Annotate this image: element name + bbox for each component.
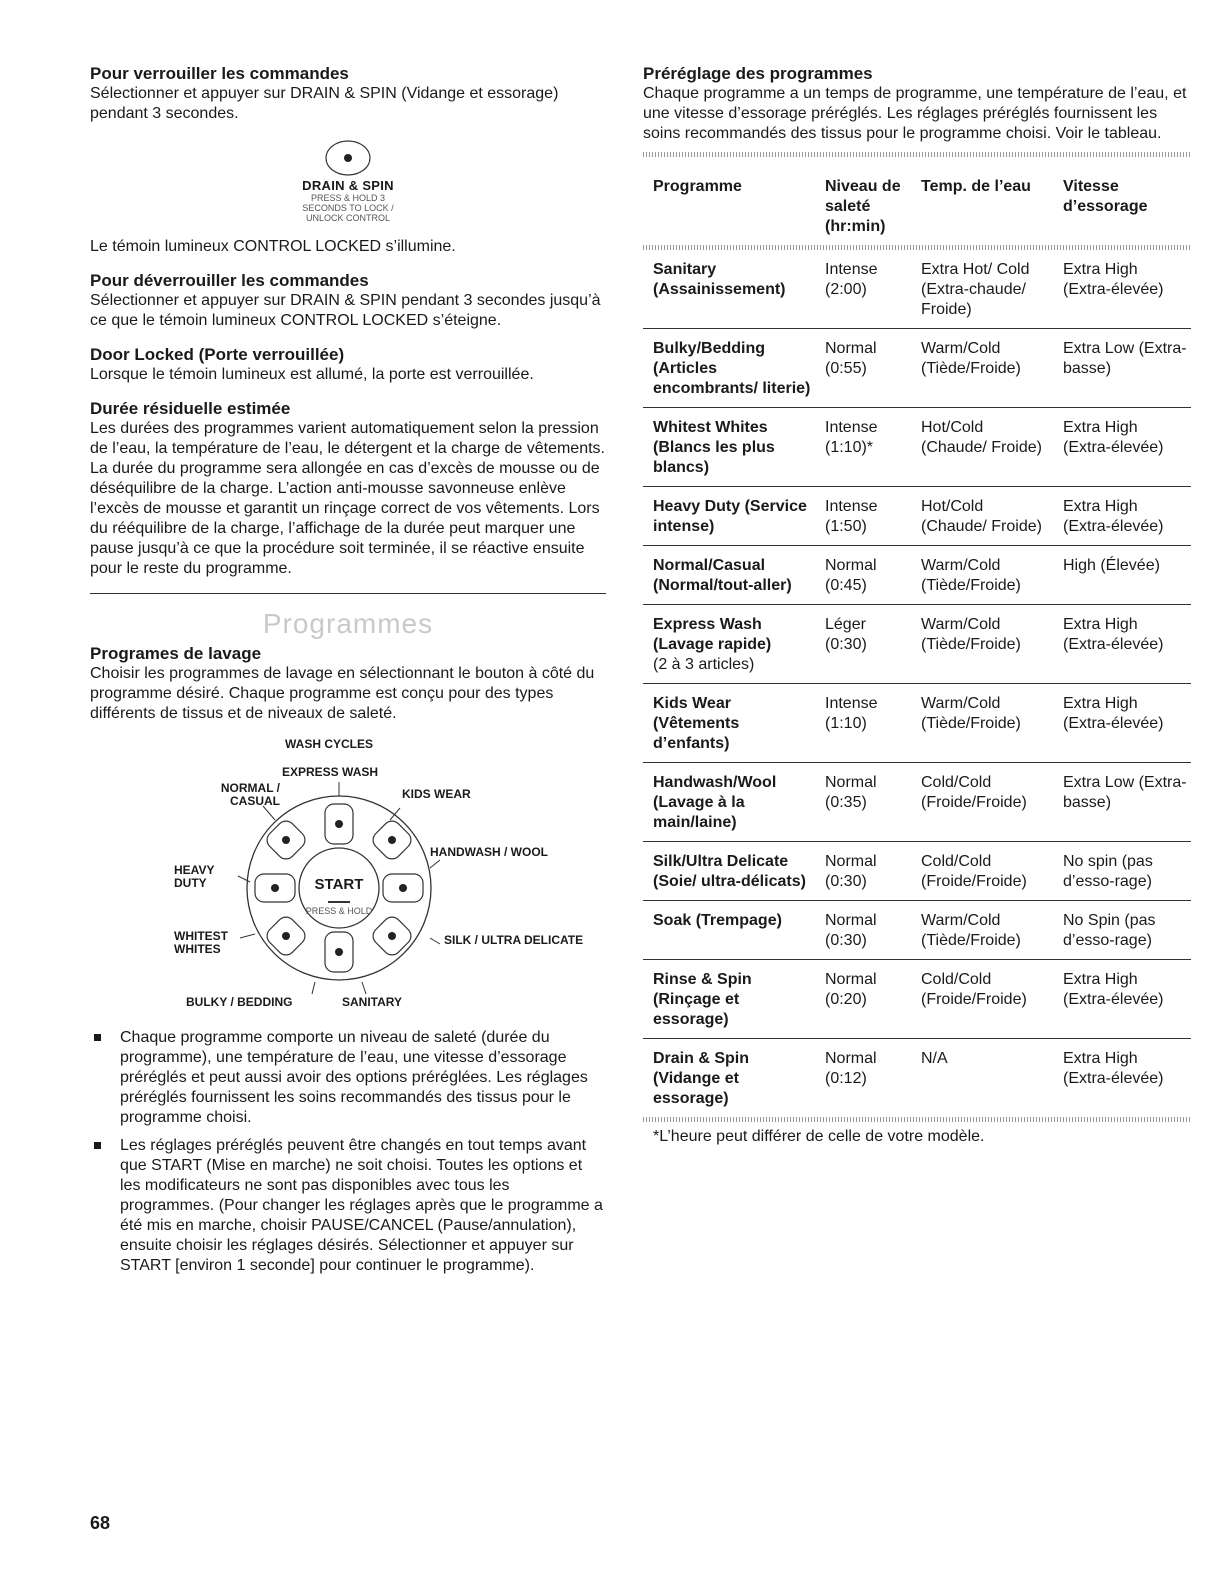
table-row xyxy=(643,605,1191,684)
cell-level: Intense (1:50) xyxy=(815,487,911,546)
cell-programme: Soak (Trempage) xyxy=(643,901,815,960)
section-divider xyxy=(90,593,606,594)
cell-programme: Silk/Ultra Delicate (Soie/ ultra-délicats) xyxy=(643,842,815,901)
unlock-title: Pour déverrouiller les commandes xyxy=(90,271,369,290)
presets-text: Chaque programme a un temps de programme, une température de l’eau, et une vitesse d’essorage préréglés. Les réglages préréglés fournissent les soins recommandés des tissus pour le programme choisi. Voir le tableau. xyxy=(643,85,1187,142)
table-row xyxy=(643,684,1191,763)
cell-temp: Warm/Cold (Tiède/Froide) xyxy=(911,329,1053,408)
duration-title: Durée résiduelle estimée xyxy=(90,399,291,418)
list-item: Les réglages préréglés peuvent être changés en tout temps avant que START (Mise en marche) ne soit choisi. Toutes les options et les modificateurs ne sont pas disponibles avec tous les programmes. (Pour changer les réglages après que le programme a été mis en marche, choisir PAUSE/CANCEL (Pause/annulation), ensuite choisir les réglages désirés. Sélectionner et appuyer sur START [environ 1 seconde] pour continuer le programme). xyxy=(90,1136,606,1276)
label-sanitary: SANITARY xyxy=(342,995,402,1009)
cell-level: Normal (0:55) xyxy=(815,329,911,408)
duration-section xyxy=(90,399,606,579)
cell-level: Normal (0:20) xyxy=(815,960,911,1039)
button-label: DRAIN & SPIN xyxy=(302,178,394,193)
label-bulky: BULKY / BEDDING xyxy=(186,995,293,1009)
button-dot-icon xyxy=(323,138,373,178)
start-caption: PRESS & HOLD xyxy=(305,906,373,916)
list-item: Chaque programme comporte un niveau de saleté (durée du programme), une température de l’eau, une vitesse d’essorage préréglés et peut aussi avoir des options préréglées. Les réglages préréglés fournissent les soins recommandés des tissus pour le programme choisi. xyxy=(90,1028,606,1128)
duration-text: Les durées des programmes varient automatiquement selon la pression de l’eau, la température de l’eau, le détergent et la charge de vêtements. La durée du programme sera allongée en cas d’excès de mousse ou de déséquilibre de la charge. L’action anti-mousse savonneuse enlève l’excès de mousse et garantit un rinçage correct de vos vêtements. Lors du rééquilibre de la charge, l’affichage de la durée peut marquer une pause jusqu’à ce que la procédure soit terminée, il se réactive ensuite pour le reste du programme. xyxy=(90,420,605,577)
cell-temp: Warm/Cold (Tiède/Froide) xyxy=(911,605,1053,684)
table-header-row xyxy=(643,167,1191,245)
cycle-notes-list xyxy=(90,1028,606,1276)
table-row xyxy=(643,546,1191,605)
wash-section xyxy=(90,644,606,724)
presets-title: Préréglage des programmes xyxy=(643,64,873,83)
lock-indicator-section xyxy=(90,237,606,257)
table-row xyxy=(643,960,1191,1039)
header-temp: Temp. de l’eau xyxy=(921,178,1031,195)
lock-title: Pour verrouiller les commandes xyxy=(90,64,349,83)
unlock-text: Sélectionner et appuyer sur DRAIN & SPIN pendant 3 secondes jusqu’à ce que le témoin lumineux CONTROL LOCKED s’éteigne. xyxy=(90,292,601,329)
programmes-heading: Programmes xyxy=(262,608,434,639)
dial-title: WASH CYCLES xyxy=(285,737,374,751)
cell-programme: Sanitary (Assainissement) xyxy=(643,250,815,329)
label-kids-wear: KIDS WEAR xyxy=(402,787,471,801)
button-caption-2: SECONDS TO LOCK / xyxy=(302,203,394,213)
left-column xyxy=(90,64,606,1284)
header-level: Niveau de saleté (hr:min) xyxy=(825,178,901,235)
cell-programme xyxy=(643,605,815,684)
cell-level: Normal (0:45) xyxy=(815,546,911,605)
table-row xyxy=(643,408,1191,487)
cell-spin: Extra High (Extra-élevée) xyxy=(1053,960,1191,1039)
door-locked-title: Door Locked (Porte verrouillée) xyxy=(90,345,345,364)
cell-level: Léger (0:30) xyxy=(815,605,911,684)
cell-spin: High (Élevée) xyxy=(1053,546,1191,605)
unlock-section xyxy=(90,271,606,331)
table-row xyxy=(643,329,1191,408)
header-spin: Vitesse d’essorage xyxy=(1063,178,1148,215)
cell-spin: Extra High (Extra-élevée) xyxy=(1053,487,1191,546)
table-row xyxy=(643,763,1191,842)
cell-programme-name: Express Wash (Lavage rapide) xyxy=(653,616,772,653)
wash-cycles-dial xyxy=(90,738,606,1008)
cell-level: Intense (1:10)* xyxy=(815,408,911,487)
table-row xyxy=(643,901,1191,960)
table-row xyxy=(643,250,1191,329)
label-silk: SILK / ULTRA DELICATE xyxy=(444,933,584,947)
cell-spin: Extra Low (Extra-basse) xyxy=(1053,329,1191,408)
cell-programme: Rinse & Spin (Rinçage et essorage) xyxy=(643,960,815,1039)
page-number: 68 xyxy=(90,1513,111,1533)
table-row xyxy=(643,842,1191,901)
start-button-label: START xyxy=(314,876,364,893)
table-footnote: *L’heure peut différer de celle de votre modèle. xyxy=(653,1128,985,1145)
door-locked-section xyxy=(90,345,606,385)
label-handwash-wool: HANDWASH / WOOL xyxy=(430,845,548,859)
cell-spin: No Spin (pas d’esso-rage) xyxy=(1053,901,1191,960)
cell-temp: Hot/Cold (Chaude/ Froide) xyxy=(911,408,1053,487)
label-normal-casual: NORMAL / CASUAL xyxy=(220,781,280,808)
cell-temp: Warm/Cold (Tiède/Froide) xyxy=(911,684,1053,763)
cell-temp: Warm/Cold (Tiède/Froide) xyxy=(911,901,1053,960)
drain-spin-button-figure xyxy=(90,138,606,223)
lock-section xyxy=(90,64,606,124)
table-row xyxy=(643,487,1191,546)
cycles-table xyxy=(643,167,1191,1117)
cell-temp: N/A xyxy=(921,1050,948,1067)
lock-indicator-text: Le témoin lumineux CONTROL LOCKED s’illumine. xyxy=(90,238,456,255)
dial-start-label xyxy=(302,878,376,892)
cell-temp: Cold/Cold (Froide/Froide) xyxy=(911,842,1053,901)
cell-programme: Bulky/Bedding (Articles encombrants/ literie) xyxy=(643,329,815,408)
cell-temp: Hot/Cold (Chaude/ Froide) xyxy=(911,487,1053,546)
cell-level: Intense (2:00) xyxy=(815,250,911,329)
cell-level: Normal (0:35) xyxy=(815,763,911,842)
label-heavy-duty: HEAVY DUTY xyxy=(174,863,215,890)
cell-spin: Extra High (Extra-élevée) xyxy=(1053,408,1191,487)
table-bottom-rule xyxy=(643,1117,1191,1122)
wash-title: Programes de lavage xyxy=(90,644,262,663)
door-locked-text: Lorsque le témoin lumineux est allumé, la porte est verrouillée. xyxy=(90,366,534,383)
cell-level: Intense (1:10) xyxy=(815,684,911,763)
cell-temp: Extra Hot/ Cold (Extra-chaude/ Froide) xyxy=(911,250,1053,329)
cell-programme: Drain & Spin (Vidange et essorage) xyxy=(653,1050,750,1107)
cell-level: Normal (0:30) xyxy=(815,901,911,960)
cell-programme: Handwash/Wool (Lavage à la main/laine) xyxy=(643,763,815,842)
cell-level: Normal (0:12) xyxy=(825,1050,877,1087)
wash-text: Choisir les programmes de lavage en sélectionnant le bouton à côté du programme désiré. Chaque programme est conçu pour des types différents de tissus et de niveaux de saleté. xyxy=(90,665,595,722)
cell-spin: Extra High (Extra-élevée) xyxy=(1063,1050,1164,1087)
cell-spin: Extra High (Extra-élevée) xyxy=(1053,250,1191,329)
cell-programme-note: (2 à 3 articles) xyxy=(653,656,755,673)
button-caption-3: UNLOCK CONTROL xyxy=(305,213,390,223)
right-column xyxy=(643,64,1191,1146)
cell-level: Normal (0:30) xyxy=(815,842,911,901)
lock-text: Sélectionner et appuyer sur DRAIN & SPIN (Vidange et essorage) pendant 3 secondes. xyxy=(90,85,559,122)
cell-programme: Whitest Whites (Blancs les plus blancs) xyxy=(643,408,815,487)
cell-temp: Warm/Cold (Tiède/Froide) xyxy=(911,546,1053,605)
cell-temp: Cold/Cold (Froide/Froide) xyxy=(911,960,1053,1039)
cell-temp: Cold/Cold (Froide/Froide) xyxy=(911,763,1053,842)
cell-spin: No spin (pas d’esso-rage) xyxy=(1053,842,1191,901)
table-row xyxy=(643,1039,1191,1118)
cell-spin: Extra Low (Extra-basse) xyxy=(1053,763,1191,842)
button-caption-1: PRESS & HOLD 3 xyxy=(310,193,386,203)
cell-spin: Extra High (Extra-élevée) xyxy=(1053,684,1191,763)
cell-programme: Heavy Duty (Service intense) xyxy=(643,487,815,546)
cell-programme: Normal/Casual (Normal/tout-aller) xyxy=(643,546,815,605)
header-programme: Programme xyxy=(653,178,742,195)
cell-spin: Extra High (Extra-élevée) xyxy=(1053,605,1191,684)
cell-programme: Kids Wear (Vêtements d’enfants) xyxy=(643,684,815,763)
label-express-wash: EXPRESS WASH xyxy=(282,765,379,779)
label-whitest-whites: WHITEST WHITES xyxy=(174,929,228,956)
table-top-rule xyxy=(643,152,1191,157)
